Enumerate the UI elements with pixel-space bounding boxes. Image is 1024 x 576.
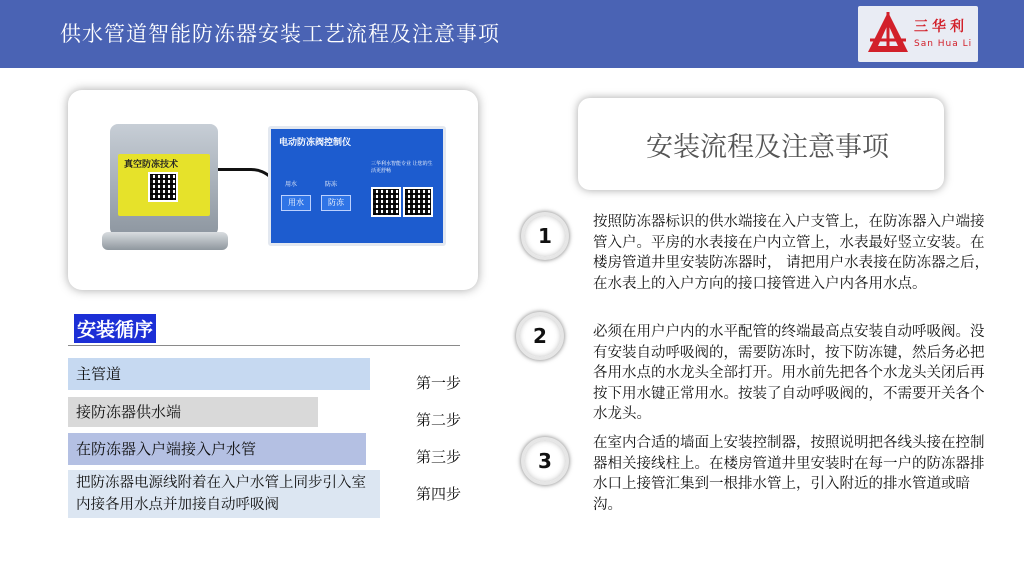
- device-label: [118, 154, 210, 216]
- antifreeze-device: [110, 124, 218, 236]
- device-label-text: 真空防冻技术: [124, 160, 179, 170]
- header-bar: [0, 0, 1024, 68]
- panel-brand-text: 三华利水智能专业 让您的生活更舒畅: [371, 161, 433, 174]
- panel-water-button: 用水: [281, 195, 311, 211]
- logo-chinese-text: 三华利: [914, 19, 968, 35]
- control-panel: [268, 126, 446, 246]
- note-paragraph: 按照防冻器标识的供水端接在入户支管上，在防冻器入户端接管入户。平房的水表接在户内立管上，水表最好竖立安装。在楼房管道井里安装防冻器时， 请把用户水表接在防冻器之后，在水表上的入户方向的接口接管进入户内各用水点。: [593, 214, 990, 292]
- sequence-item: [68, 433, 366, 465]
- sequence-item: [68, 397, 318, 427]
- page-title: 供水管道智能防冻器安装工艺流程及注意事项: [60, 22, 500, 46]
- sequence-step: 第二步: [416, 411, 462, 429]
- panel-title: 电动防冻阀控制仪: [279, 138, 352, 148]
- sequence-item-text: 接防冻器供水端: [76, 403, 182, 421]
- brand-logo: [858, 6, 978, 62]
- sequence-title: 安装循序: [74, 314, 156, 343]
- logo-english-text: San Hua Li: [914, 39, 973, 49]
- sequence-step: 第三步: [416, 448, 462, 466]
- qr-code-icon: [371, 187, 401, 217]
- step-number-badge: 2: [516, 312, 564, 360]
- note-paragraph: 必须在用户户内的水平配管的终端最高点安装自动呼吸阀。没有安装自动呼吸阀的，需要防冻时，按下防冻键，然后务必把各用水点的水龙头全部打开。用水前先把各个水龙头关闭后再按下用水键正常用水。按装了自动呼吸阀的，不需要开关各个水龙头。: [593, 324, 985, 422]
- qr-code-icon: [403, 187, 433, 217]
- sequence-item-text: 主管道: [76, 365, 122, 383]
- notes-title: 安装流程及注意事项: [646, 132, 889, 163]
- sequence-step: 第一步: [416, 374, 462, 392]
- qr-code-icon: [148, 172, 178, 202]
- notes-title-card: [578, 98, 944, 190]
- panel-antifreeze-button: 防冻: [321, 195, 351, 211]
- sequence-item-text: 把防冻器电源线附着在入户水管上同步引入室内接各用水点并加接自动呼吸阀: [76, 475, 366, 513]
- product-photo: [68, 90, 478, 290]
- note-paragraph: 在室内合适的墙面上安装控制器，按照说明把各线头接在控制器相关接线柱上。在楼房管道井里安装时在每一户的防冻器排水口上接管汇集到一根排水管上，引入附近的排水管道或暗沟。: [593, 435, 985, 513]
- triangle-logo-icon: [866, 10, 910, 56]
- sequence-item-text: 在防冻器入户端接入户水管: [76, 440, 257, 458]
- step-number-badge: 3: [521, 437, 569, 485]
- divider: [68, 345, 460, 346]
- sequence-step: 第四步: [416, 485, 462, 503]
- step-number-badge: 1: [521, 212, 569, 260]
- sequence-item: [68, 470, 380, 518]
- pipe-fitting: [102, 232, 228, 250]
- panel-label-water: 用水: [285, 181, 298, 188]
- panel-label-antifreeze: 防冻: [325, 181, 338, 188]
- sequence-item: [68, 358, 370, 390]
